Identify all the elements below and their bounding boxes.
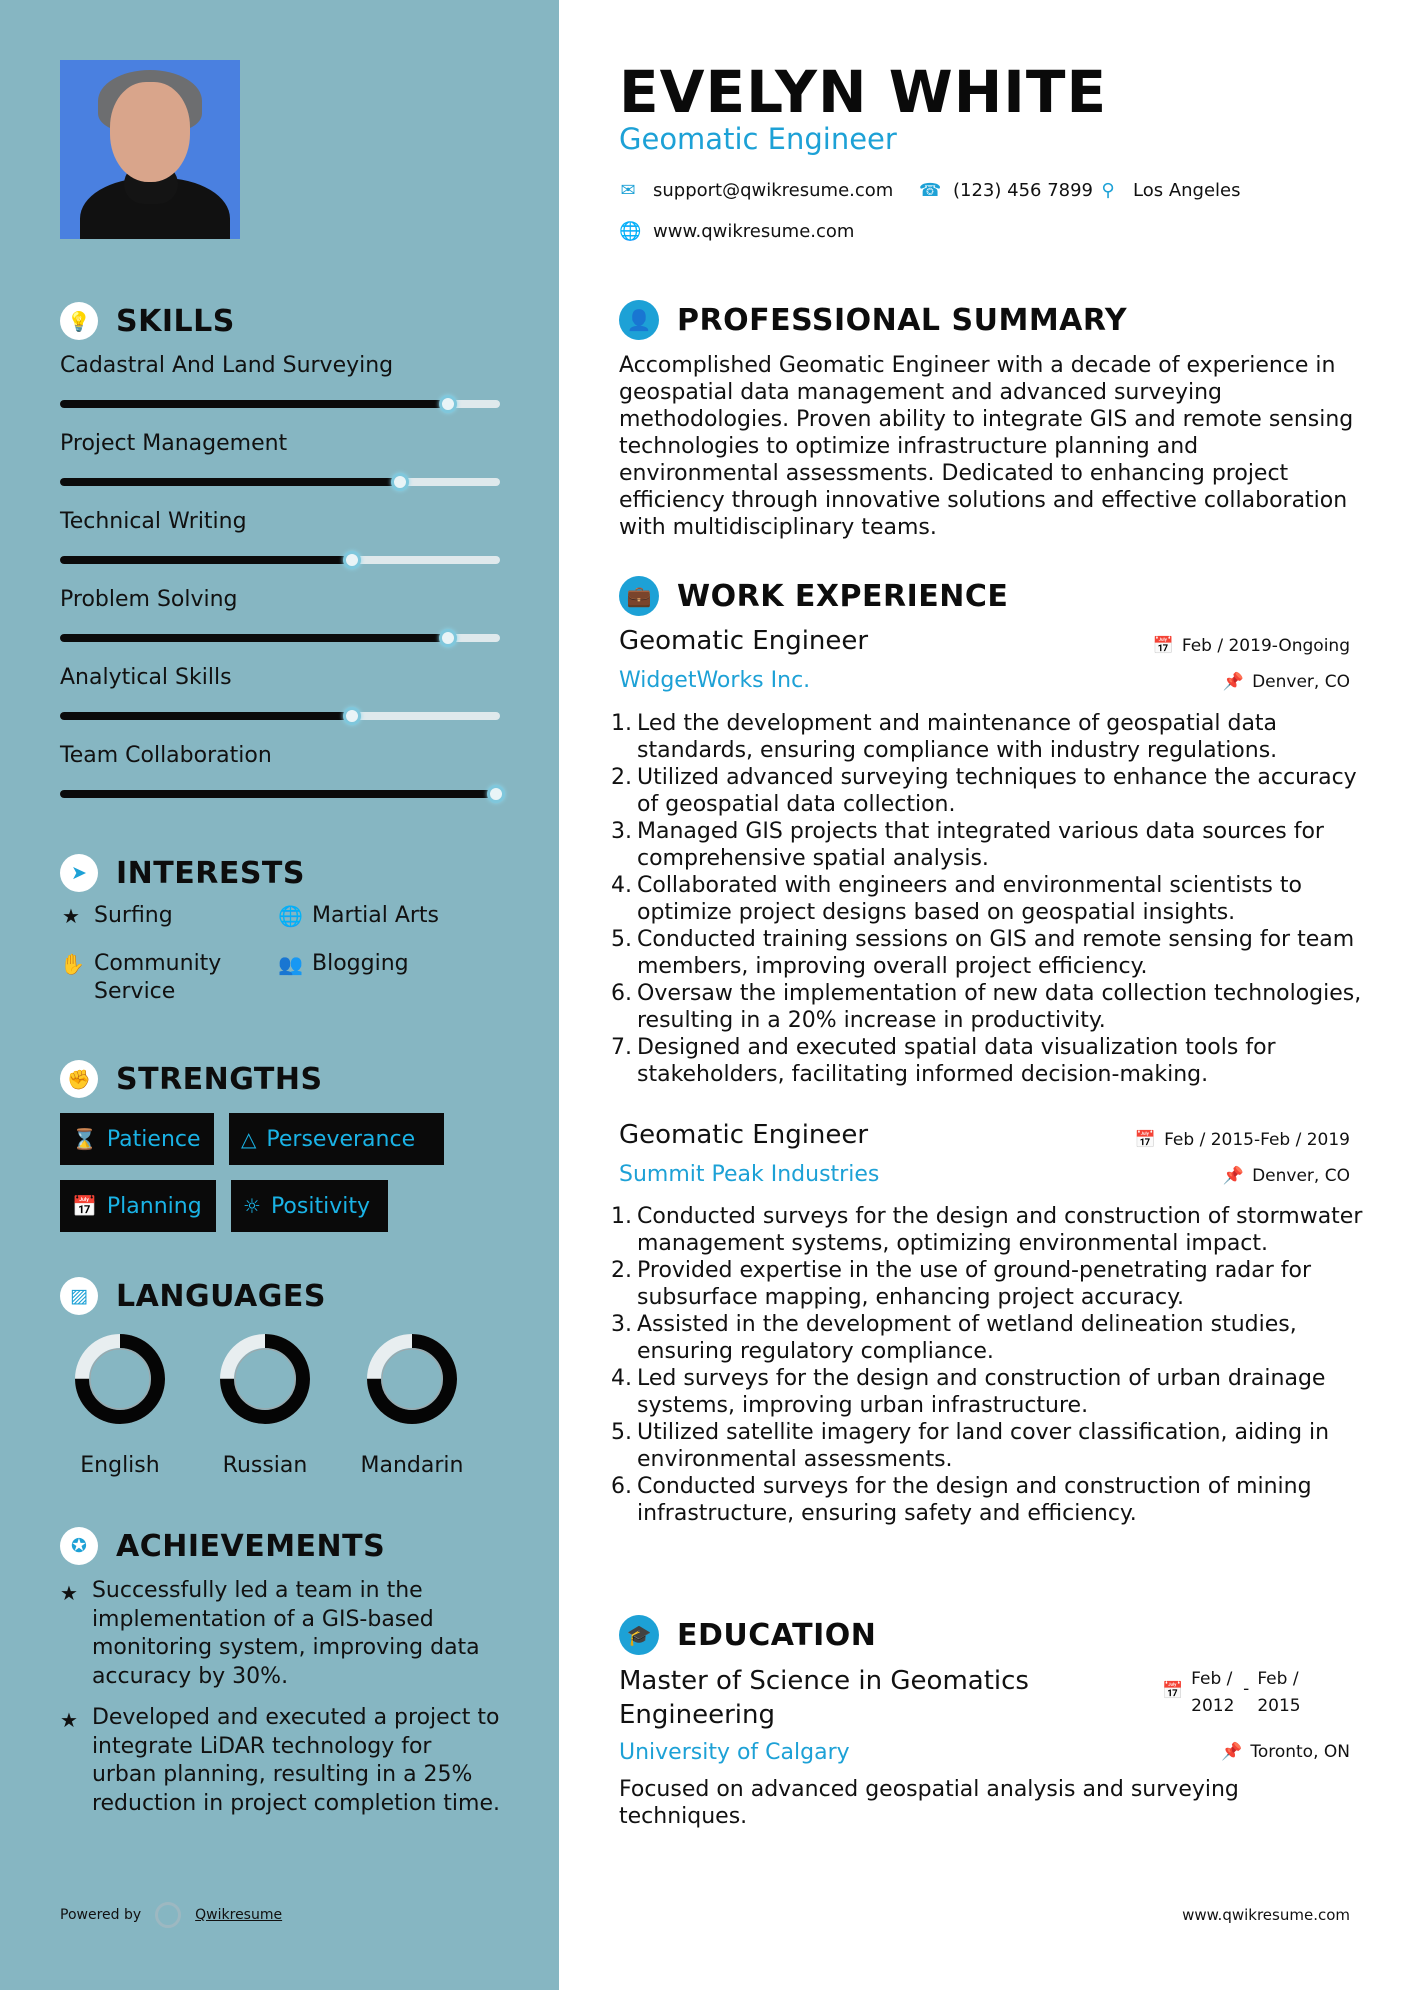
- skill-bar-knob: [487, 785, 505, 803]
- map-pin-icon: ⚲: [1101, 180, 1115, 201]
- list-number: 3.: [611, 819, 632, 844]
- languages-heading: ▨ LANGUAGES: [60, 1277, 326, 1315]
- hand-icon: ✋: [60, 952, 85, 976]
- language-donut-inner: [90, 1349, 150, 1409]
- achievement-item: ★ Developed and executed a project to integrate LiDAR technology for urban planning, resulting in a 25% reduction in project completion time.: [60, 1704, 500, 1818]
- sidebar: [0, 0, 559, 1990]
- list-text: Provided expertise in the use of ground-penetrating radar for subsurface mapping, enhancing project accuracy.: [637, 1258, 1312, 1310]
- graduation-icon: 🎓: [619, 1615, 659, 1655]
- list-number: 4.: [611, 1366, 632, 1391]
- list-text: Led surveys for the design and construction of urban drainage systems, improving urban infrastructure.: [637, 1366, 1326, 1418]
- skill-bar: [60, 400, 500, 408]
- list-text: Assisted in the development of wetland delineation studies, ensuring regulatory compliance.: [637, 1312, 1297, 1364]
- contact-location: ⚲ Los Angeles: [1099, 180, 1241, 201]
- job-title: Geomatic Engineer: [619, 626, 869, 656]
- strength-chip: ⌛ Patience: [60, 1113, 214, 1165]
- calendar-icon: 📅: [72, 1194, 97, 1218]
- list-text: Collaborated with engineers and environmental scientists to optimize project designs based on geospatial insights.: [637, 873, 1302, 925]
- candidate-role: Geomatic Engineer: [619, 122, 897, 156]
- skill-label: Cadastral And Land Surveying: [60, 353, 394, 378]
- skill-bar: [60, 790, 500, 798]
- skill-bar-knob: [343, 707, 361, 725]
- skill-item: [60, 743, 500, 798]
- user-icon: 👤: [619, 300, 659, 340]
- skill-bar-knob: [391, 473, 409, 491]
- strength-chip: 📅 Planning: [60, 1180, 216, 1232]
- list-item: [611, 1203, 1371, 1257]
- phone-icon: ☎: [919, 180, 942, 201]
- briefcase-icon: 💼: [619, 576, 659, 616]
- star-icon: ★: [60, 1581, 78, 1605]
- skill-label: Project Management: [60, 431, 288, 456]
- education-school: University of Calgary: [619, 1740, 850, 1765]
- list-number: 1.: [611, 711, 632, 736]
- education-location: 📌 Toronto, ON: [1221, 1742, 1350, 1762]
- list-item: [611, 1311, 1371, 1365]
- skill-bar-fill: [60, 400, 448, 408]
- profile-photo: [60, 60, 240, 239]
- skill-bar-fill: [60, 478, 400, 486]
- skill-bar: [60, 712, 500, 720]
- list-item: [611, 710, 1371, 764]
- summary-heading: 👤 PROFESSIONAL SUMMARY: [619, 300, 1127, 340]
- list-item: [611, 980, 1371, 1034]
- list-item: [611, 1257, 1371, 1311]
- strengths-heading: ✊ STRENGTHS: [60, 1060, 323, 1098]
- job-location: 📌 Denver, CO: [1222, 672, 1350, 692]
- skill-label: Team Collaboration: [60, 743, 272, 768]
- list-item: [611, 926, 1371, 980]
- list-number: 5.: [611, 927, 632, 952]
- skill-bar: [60, 634, 500, 642]
- list-text: Utilized satellite imagery for land cover classification, aiding in environmental assessments.: [637, 1420, 1330, 1472]
- summary-text: Accomplished Geomatic Engineer with a decade of experience in geospatial data management and advanced surveying methodologies. Proven ability to integrate GIS and remote sensing technologies to optimize infrastructure planning and environmental assessments. Dedicated to enhancing project efficiency through innovative solutions and effective collaboration with multidisciplinary teams.: [619, 353, 1354, 540]
- skill-item: [60, 509, 500, 564]
- interest-item: 🌐 Martial Arts: [278, 903, 440, 928]
- calendar-icon: 📅: [1134, 1130, 1157, 1150]
- interest-item: ★ Surfing: [60, 902, 173, 930]
- pushpin-icon: 📌: [1222, 672, 1245, 692]
- skill-bar-knob: [439, 395, 457, 413]
- list-number: 6.: [611, 981, 632, 1006]
- skill-bar-fill: [60, 556, 352, 564]
- contact-website[interactable]: 🌐 www.qwikresume.com: [619, 221, 855, 242]
- envelope-icon: ✉: [620, 180, 636, 201]
- language-donut-inner: [235, 1349, 295, 1409]
- language-label: Russian: [222, 1453, 308, 1478]
- list-number: 1.: [611, 1204, 632, 1229]
- skill-bar-fill: [60, 634, 448, 642]
- job-title: Geomatic Engineer: [619, 1120, 869, 1150]
- job-dates: 📅 Feb / 2019-Ongoing: [1152, 636, 1350, 656]
- skill-bar-knob: [439, 629, 457, 647]
- education-dates: 📅 Feb / 2012 - Feb / 2015: [1162, 1666, 1301, 1720]
- skill-item: [60, 587, 500, 642]
- language-donut: [366, 1333, 458, 1425]
- list-number: 7.: [611, 1035, 632, 1060]
- list-text: Conducted surveys for the design and construction of mining infrastructure, ensuring safety and efficiency.: [637, 1474, 1312, 1526]
- fist-icon: ✊: [60, 1060, 98, 1098]
- list-number: 2.: [611, 1258, 632, 1283]
- list-number: 6.: [611, 1474, 632, 1499]
- language-label: Mandarin: [360, 1453, 464, 1478]
- job-location: 📌 Denver, CO: [1222, 1166, 1350, 1186]
- star-badge-icon: ✪: [60, 1527, 98, 1565]
- id-card-icon: ▨: [60, 1277, 98, 1315]
- pushpin-icon: 📌: [1221, 1742, 1243, 1762]
- contact-phone[interactable]: ☎ (123) 456 7899: [919, 180, 1094, 201]
- qwikresume-logo-icon: [155, 1902, 181, 1928]
- brand-link[interactable]: Qwikresume: [195, 1907, 283, 1923]
- job-company: Summit Peak Industries: [619, 1162, 880, 1187]
- education-heading: 🎓 EDUCATION: [619, 1615, 876, 1655]
- sun-icon: ☼: [243, 1194, 261, 1218]
- job-dates: 📅 Feb / 2015-Feb / 2019: [1134, 1130, 1350, 1150]
- skill-bar-fill: [60, 790, 496, 798]
- list-item: [611, 1419, 1371, 1473]
- list-text: Conducted surveys for the design and construction of stormwater management systems, optimizing environmental impact.: [637, 1204, 1363, 1256]
- list-item: [611, 1034, 1371, 1088]
- users-icon: 👥: [278, 952, 303, 976]
- language-item: [352, 1333, 472, 1478]
- job-company: WidgetWorks Inc.: [619, 668, 811, 693]
- main-content: [559, 0, 1407, 1990]
- strength-chip: △ Perseverance: [229, 1113, 444, 1165]
- achievements-heading: ✪ ACHIEVEMENTS: [60, 1527, 385, 1565]
- list-text: Oversaw the implementation of new data collection technologies, resulting in a 20% increase in productivity.: [637, 981, 1362, 1033]
- language-item: [60, 1333, 180, 1478]
- language-donut: [219, 1333, 311, 1425]
- list-text: Led the development and maintenance of geospatial data standards, ensuring compliance with industry regulations.: [637, 711, 1278, 763]
- list-item: [611, 872, 1371, 926]
- star-icon: ★: [60, 1708, 78, 1732]
- interest-item: ✋ Community Service: [60, 951, 222, 1004]
- degree-title: Master of Science in Geomatics Engineering: [619, 1666, 1029, 1730]
- language-donut-inner: [382, 1349, 442, 1409]
- skill-item: [60, 353, 500, 408]
- language-item: [205, 1333, 325, 1478]
- calendar-icon: 📅: [1162, 1681, 1184, 1701]
- job-bullets: [611, 1203, 1371, 1527]
- globe-icon: 🌐: [619, 221, 642, 242]
- skill-label: Analytical Skills: [60, 665, 232, 690]
- calendar-icon: 📅: [1152, 636, 1174, 656]
- footer-url[interactable]: www.qwikresume.com: [1182, 1906, 1350, 1924]
- list-number: 4.: [611, 873, 632, 898]
- achievement-item: ★ Successfully led a team in the implementation of a GIS-based monitoring system, improving data accuracy by 30%.: [60, 1577, 500, 1691]
- skill-label: Technical Writing: [60, 509, 247, 534]
- list-text: Conducted training sessions on GIS and remote sensing for team members, improving overall project efficiency.: [637, 927, 1355, 979]
- skill-bar: [60, 478, 500, 486]
- skill-label: Problem Solving: [60, 587, 238, 612]
- job-bullets: [611, 710, 1371, 1088]
- interest-item: 👥 Blogging: [278, 951, 409, 976]
- list-number: 3.: [611, 1312, 632, 1337]
- list-number: 5.: [611, 1420, 632, 1445]
- skill-item: [60, 665, 500, 720]
- list-text: Utilized advanced surveying techniques to enhance the accuracy of geospatial data collection.: [637, 765, 1357, 817]
- candidate-name: EVELYN WHITE: [619, 58, 1108, 126]
- pushpin-icon: 📌: [1222, 1166, 1245, 1186]
- strength-chip: ☼ Positivity: [231, 1180, 388, 1232]
- list-item: [611, 818, 1371, 872]
- list-item: [611, 764, 1371, 818]
- lightbulb-icon: 💡: [60, 302, 98, 340]
- list-number: 2.: [611, 765, 632, 790]
- globe-icon: 🌐: [278, 904, 303, 928]
- list-item: [611, 1365, 1371, 1419]
- experience-heading: 💼 WORK EXPERIENCE: [619, 576, 1008, 616]
- list-item: [611, 1473, 1371, 1527]
- interests-heading: ➤ INTERESTS: [60, 854, 305, 892]
- education-description: Focused on advanced geospatial analysis and surveying techniques.: [619, 1777, 1239, 1829]
- language-label: English: [80, 1453, 160, 1478]
- paper-plane-icon: ➤: [60, 854, 98, 892]
- binoculars-icon: △: [241, 1127, 257, 1151]
- contact-email[interactable]: ✉ support@qwikresume.com: [620, 180, 894, 201]
- language-donut: [74, 1333, 166, 1425]
- star-icon: ★: [62, 904, 80, 928]
- skill-item: [60, 431, 500, 486]
- skill-bar: [60, 556, 500, 564]
- list-text: Designed and executed spatial data visualization tools for stakeholders, facilitating informed decision-making.: [637, 1035, 1276, 1087]
- list-text: Managed GIS projects that integrated various data sources for comprehensive spatial analysis.: [637, 819, 1324, 871]
- skills-heading: 💡 SKILLS: [60, 302, 235, 340]
- skill-bar-knob: [343, 551, 361, 569]
- hourglass-icon: ⌛: [72, 1127, 97, 1151]
- skill-bar-fill: [60, 712, 352, 720]
- powered-by: Powered by Qwikresume: [60, 1902, 282, 1928]
